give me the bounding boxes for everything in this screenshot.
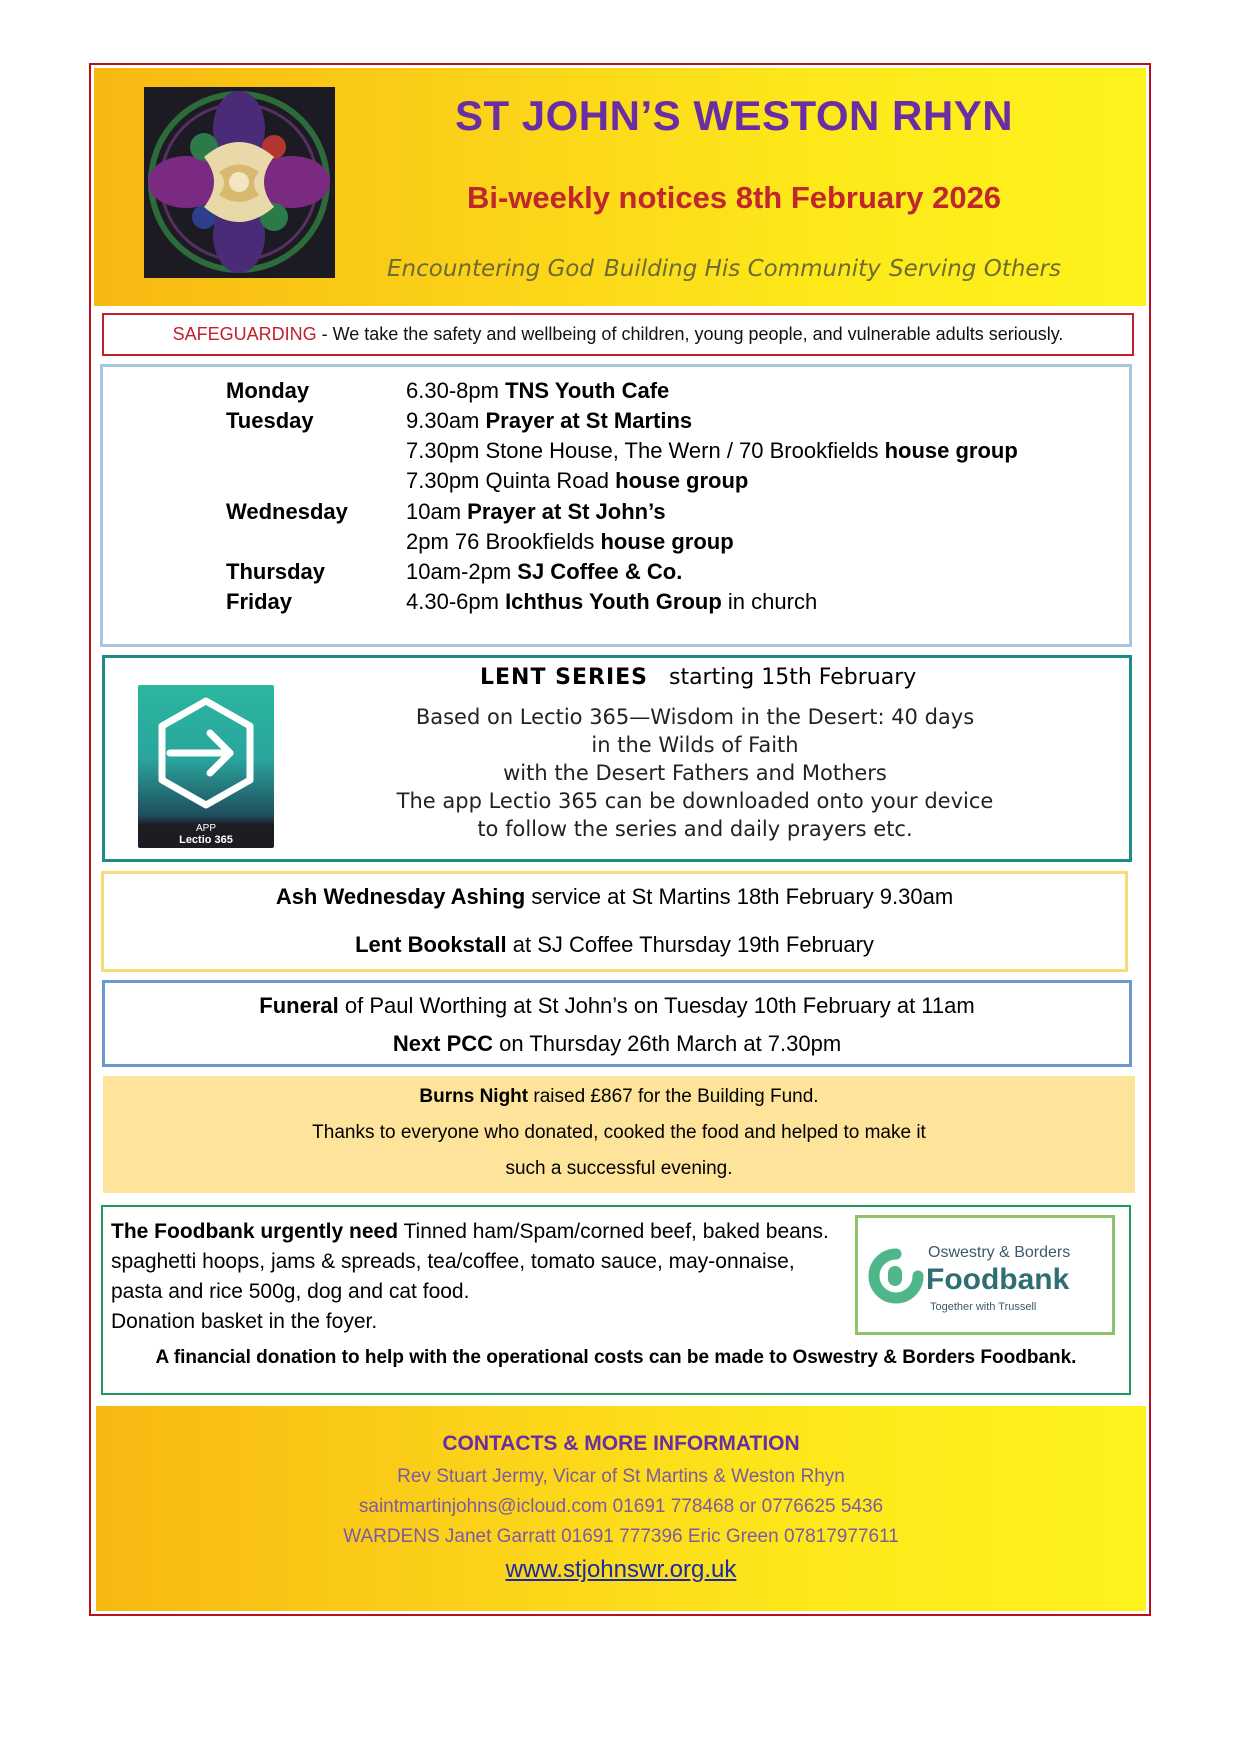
tagline-serving: Serving Others <box>889 256 1061 282</box>
burns-night-panel <box>103 1076 1135 1193</box>
burns-thanks-line: Thanks to everyone who donated, cooked the food and helped to make it <box>312 1122 926 1143</box>
foodbank-request: The Foodbank urgently need Tinned ham/Spam/corned beef, baked beans. spaghetti hoops, jams & spreads, tea/coffee, tomato sauce, may-onnaise, pasta and rice 500g, dog and cat food. Donation basket in the foyer. <box>111 1220 829 1333</box>
lent-description-line: to follow the series and daily prayers etc. <box>477 817 913 841</box>
foodbank-logo-region: Oswestry & Borders <box>928 1244 1071 1261</box>
weekly-schedule <box>100 364 1132 647</box>
schedule-activity: 7.30pm Stone House, The Wern / 70 Brookfields house group <box>406 438 1018 463</box>
lent-heading: LENT SERIES starting 15th February <box>480 665 917 690</box>
tagline-building: Building His Community <box>604 256 881 282</box>
foodbank-logo-mark-icon <box>866 1246 926 1306</box>
schedule-activity: 7.30pm Quinta Road house group <box>406 468 749 493</box>
lent-description-line: with the Desert Fathers and Mothers <box>503 761 887 785</box>
wardens-contact: WARDENS Janet Garratt 01691 777396 Eric Green 07817977611 <box>343 1526 899 1547</box>
funeral-line: Funeral of Paul Worthing at St John’s on Tuesday 10th February at 11am <box>259 993 975 1018</box>
lent-series-panel <box>102 655 1132 862</box>
ash-wednesday-panel <box>101 871 1128 972</box>
schedule-day: Thursday <box>226 559 326 584</box>
schedule-activity: 10am-2pm SJ Coffee & Co. <box>406 559 683 584</box>
contacts-panel <box>96 1406 1146 1611</box>
website-link[interactable]: www.stjohnswr.org.uk <box>505 1556 737 1583</box>
schedule-activity: 6.30-8pm TNS Youth Cafe <box>406 378 670 403</box>
schedule-day: Monday <box>226 378 310 403</box>
app-name-label: Lectio 365 <box>179 834 233 846</box>
schedule-day: Tuesday <box>226 408 314 433</box>
foodbank-donation-note: A financial donation to help with the operational costs can be made to Oswestry & Borders Foodbank. <box>155 1347 1077 1368</box>
donation-basket-note: Donation basket in the foyer. <box>111 1310 378 1333</box>
foodbank-panel <box>101 1205 1131 1395</box>
burns-thanks-line: such a successful evening. <box>505 1158 733 1179</box>
foodbank-logo-name: Foodbank <box>926 1263 1070 1296</box>
lent-bookstall-line: Lent Bookstall at SJ Coffee Thursday 19th February <box>355 932 874 957</box>
schedule-day: Friday <box>226 589 293 614</box>
stained-glass-image <box>144 87 335 278</box>
pcc-line: Next PCC on Thursday 26th March at 7.30pm <box>392 1031 842 1056</box>
page-title: ST JOHN’S WESTON RHYN <box>454 92 1014 139</box>
ash-wednesday-line: Ash Wednesday Ashing service at St Martins 18th February 9.30am <box>275 884 954 909</box>
safeguarding-label: SAFEGUARDING <box>172 324 317 344</box>
schedule-activity: 4.30-6pm Ichthus Youth Group in church <box>406 589 818 614</box>
email-phone-contact: saintmartinjohns@icloud.com 01691 778468 or 0776625 5436 <box>358 1496 884 1517</box>
safeguarding-text: - We take the safety and wellbeing of children, young people, and vulnerable adults seriously. <box>316 324 1064 344</box>
schedule-activity: 10am Prayer at St John’s <box>406 499 666 524</box>
funeral-pcc-panel <box>102 980 1132 1067</box>
lent-description-line: Based on Lectio 365—Wisdom in the Desert: 40 days <box>415 705 975 729</box>
foodbank-logo-tagline: Together with Trussell <box>930 1301 1037 1313</box>
notices-date: Bi-weekly notices 8th February 2026 <box>466 180 1002 215</box>
schedule-activity: 2pm 76 Brookfields house group <box>406 529 734 554</box>
safeguarding-notice <box>102 313 1134 356</box>
header-banner <box>94 68 1146 306</box>
app-small-label: APP <box>195 823 216 834</box>
lectio-365-app-icon <box>138 685 274 848</box>
burns-night-line: Burns Night raised £867 for the Building Fund. <box>419 1086 819 1107</box>
lent-description-line: The app Lectio 365 can be downloaded onto your device <box>396 789 994 813</box>
contacts-heading: CONTACTS & MORE INFORMATION <box>442 1432 800 1455</box>
foodbank-logo <box>855 1215 1115 1335</box>
tagline-encountering: Encountering God <box>387 256 594 282</box>
schedule-day: Wednesday <box>226 499 348 524</box>
vicar-contact: Rev Stuart Jermy, Vicar of St Martins & Weston Rhyn <box>397 1466 845 1487</box>
schedule-activity: 9.30am Prayer at St Martins <box>406 408 693 433</box>
lent-description-line: in the Wilds of Faith <box>591 733 799 757</box>
